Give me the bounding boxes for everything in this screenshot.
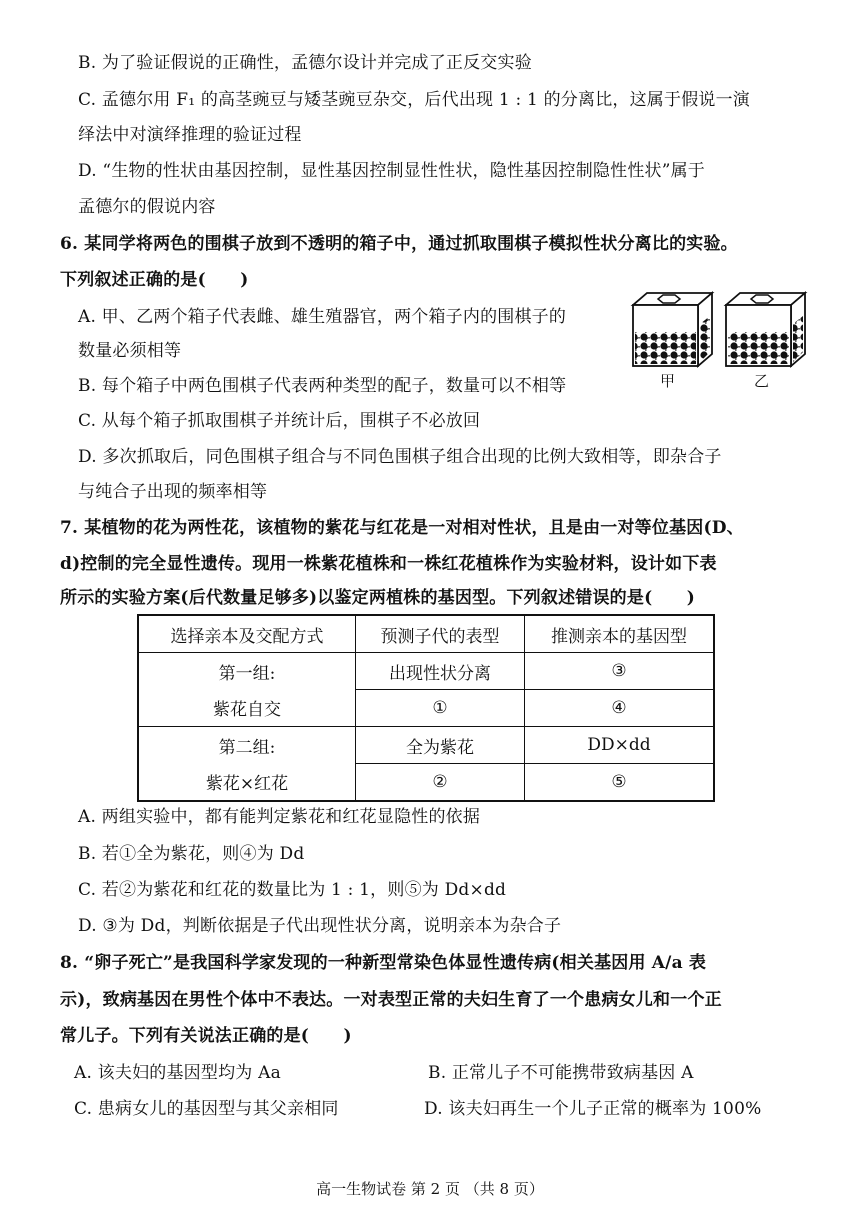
- q5-option-b: B. 为了验证假说的正确性，孟德尔设计并完成了正反交实验: [78, 53, 532, 73]
- table-header-cell: 预测子代的表型: [356, 615, 525, 653]
- table-cell: ⑤: [525, 764, 715, 802]
- table-cell: DD×dd: [525, 727, 715, 764]
- q7-option-d: D. ③为 Dd，判断依据是子代出现性状分离，说明亲本为杂合子: [78, 916, 562, 936]
- group1-label-line1: 第一组:: [138, 653, 356, 690]
- q7-option-a: A. 两组实验中，都有能判定紫花和红花显隐性的依据: [78, 807, 481, 827]
- q8-option-d: D. 该夫妇再生一个儿子正常的概率为 100%: [424, 1099, 762, 1119]
- q8-option-c: C. 患病女儿的基因型与其父亲相同: [74, 1099, 339, 1119]
- table-row: [138, 727, 714, 764]
- q7-stem-line1: 7. 某植物的花为两性花，该植物的紫花与红花是一对相对性状，且是由一对等位基因(D、: [60, 518, 744, 538]
- q7-option-c: C. 若②为紫花和红花的数量比为 1 : 1，则⑤为 Dd×dd: [78, 880, 507, 900]
- box-yi: [726, 293, 805, 366]
- q8-option-b: B. 正常儿子不可能携带致病基因 A: [428, 1063, 694, 1083]
- boxes-illustration: [630, 288, 810, 398]
- table-cell: 出现性状分离: [356, 653, 525, 690]
- q5-option-d-line2: 孟德尔的假说内容: [78, 197, 216, 217]
- table-row: [138, 653, 714, 690]
- q8-stem-line2: 示)，致病基因在男性个体中不表达。一对表型正常的夫妇生育了一个患病女儿和一个正: [60, 990, 722, 1010]
- table-row: [138, 690, 714, 727]
- table-header-row: [138, 615, 714, 653]
- q5-option-c-line1: C. 孟德尔用 F₁ 的高茎豌豆与矮茎豌豆杂交，后代出现 1 : 1 的分离比，这属于假说一演: [78, 90, 750, 110]
- table-header-cell: 选择亲本及交配方式: [138, 615, 356, 653]
- q7-stem-line3: 所示的实验方案(后代数量足够多)以鉴定两植株的基因型。下列叙述错误的是( ): [60, 588, 695, 608]
- q7-stem-line2: d)控制的完全显性遗传。现用一株紫花植株和一株红花植株作为实验材料，设计如下表: [60, 554, 717, 574]
- q6-option-a-line2: 数量必须相等: [78, 341, 182, 361]
- q8-option-a: A. 该夫妇的基因型均为 Aa: [74, 1063, 281, 1083]
- q8-stem-line3: 常儿子。下列有关说法正确的是( ): [60, 1026, 352, 1046]
- group2-label-line2: 紫花×红花: [138, 764, 356, 802]
- box-yi-label: 乙: [754, 372, 770, 390]
- page-footer: 高一生物试卷 第 2 页 （共 8 页）: [316, 1180, 544, 1198]
- q5-option-d-line1: D. “生物的性状由基因控制，显性基因控制显性性状，隐性基因控制隐性性状”属于: [78, 161, 706, 181]
- q6-option-d-line1: D. 多次抓取后，同色围棋子组合与不同色围棋子组合出现的比例大致相等，即杂合子: [78, 447, 722, 467]
- table-header-cell: 推测亲本的基因型: [525, 615, 715, 653]
- table-cell: ④: [525, 690, 715, 727]
- box-jia: [633, 293, 712, 366]
- table-cell: 全为紫花: [356, 727, 525, 764]
- chess-boxes-figure: [630, 288, 810, 398]
- table-row: [138, 764, 714, 802]
- box-jia-label: 甲: [660, 372, 676, 390]
- q6-option-b: B. 每个箱子中两色围棋子代表两种类型的配子，数量可以不相等: [78, 376, 567, 396]
- q6-stem-line2: 下列叙述正确的是( ): [60, 270, 249, 290]
- table-cell: ②: [356, 764, 525, 802]
- q6-option-c: C. 从每个箱子抓取围棋子并统计后，围棋子不必放回: [78, 411, 481, 431]
- q8-stem-line1: 8. “卵子死亡”是我国科学家发现的一种新型常染色体显性遗传病(相关基因用 A/a 表: [60, 953, 707, 973]
- q6-stem-line1: 6. 某同学将两色的围棋子放到不透明的箱子中，通过抓取围棋子模拟性状分离比的实验。: [60, 234, 738, 254]
- table-cell: ③: [525, 653, 715, 690]
- table-cell: ①: [356, 690, 525, 727]
- group1-label-line2: 紫花自交: [138, 690, 356, 727]
- q6-option-a-line1: A. 甲、乙两个箱子代表雌、雄生殖器官，两个箱子内的围棋子的: [78, 307, 567, 327]
- q7-option-b: B. 若①全为紫花，则④为 Dd: [78, 844, 305, 864]
- group2-label-line1: 第二组:: [138, 727, 356, 764]
- q6-option-d-line2: 与纯合子出现的频率相等: [78, 482, 268, 502]
- experiment-table: [137, 614, 715, 802]
- q5-option-c-line2: 绎法中对演绎推理的验证过程: [78, 125, 302, 145]
